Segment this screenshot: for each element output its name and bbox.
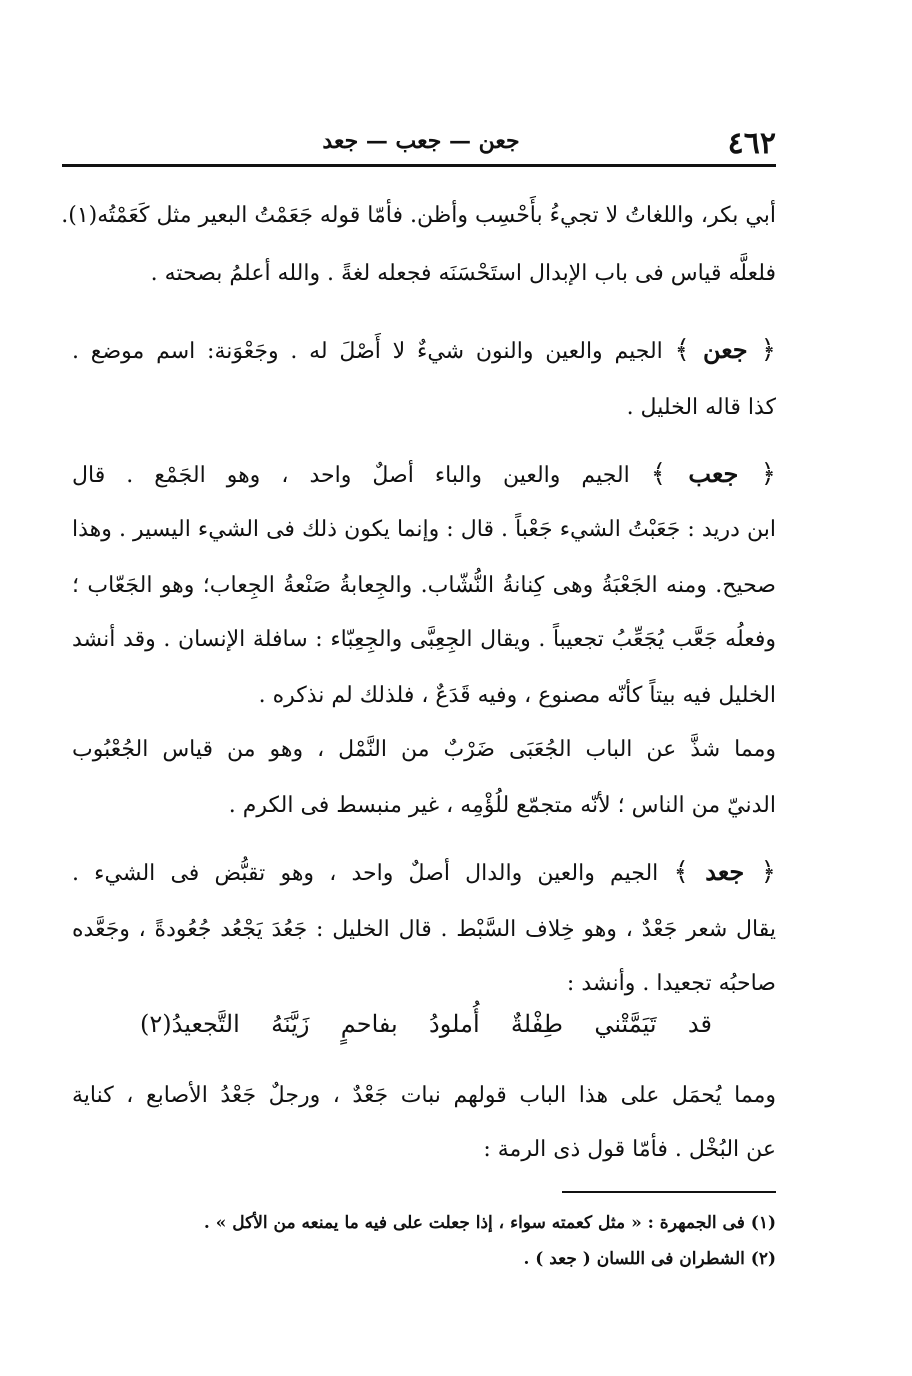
- text-line: عن البُخْل . فأمّا قول ذى الرمة :: [483, 1137, 776, 1162]
- text-line: الخليل فيه بيتاً كأنّه مصنوع ، وفيه قَدَعٌ ، فلذلك لم نذكره .: [258, 683, 776, 708]
- headword: ﴿ جعد ﴾: [673, 857, 777, 887]
- text-line: فلعلَّه قياس فى باب الإبدال استَحْسَنَه فجعله لغةً . والله أعلمُ بصحته .: [150, 261, 776, 286]
- running-title: جعن — جعب — جعد: [322, 128, 520, 154]
- footnote: (١) فى الجمهرة : « مثل كعمته سواء ، إذا جعلت على فيه ما يمنعه من الأكل » .: [203, 1213, 776, 1233]
- entry-jaab-line: ﴿ جعب ﴾ الجيم والعين والباء أصلٌ واحد ، وهو الجَمْع . قال: [72, 459, 776, 489]
- text-line: كذا قاله الخليل .: [626, 395, 776, 420]
- text-line: ومما يُحمَل على هذا الباب قولهم نبات جَعْدٌ ، ورجلٌ جَعْدُ الأصابع ، كناية: [72, 1083, 776, 1108]
- running-header: [66, 126, 776, 166]
- page-number: ٤٦٢: [727, 126, 776, 161]
- text-line: أبي بكر، واللغاتُ لا تجيءُ بأَحْسِب وأظن. فأمّا قوله جَعَمْتُ البعير مثل كَعَمْتُه(١).: [61, 203, 776, 228]
- text-line: ابن دريد : جَعَبْتُ الشيء جَعْباً . قال : وإنما يكون ذلك فى الشيء اليسير . وهذا: [72, 517, 776, 542]
- header-rule: [62, 164, 776, 167]
- text-line: الدنيّ من الناس ؛ لأنّه متجمّع للُؤْمِه ، غير منبسط فى الكرم .: [228, 793, 776, 818]
- headword: ﴿ جعب ﴾: [650, 459, 776, 489]
- text-line: ومما شذَّ عن الباب الجُعَبَى ضَرْبٌ من النَّمْل ، وهو من قياس الجُعْبُوب: [72, 737, 776, 762]
- headword: ﴿ جعن ﴾: [674, 335, 777, 365]
- poetry-verse: قد تَيَمَّتْني طِفْلةٌ أُملودُ بفاحمٍ زَيَّنَهُ التَّجعيدُ(٢): [140, 1010, 712, 1038]
- text-line: يقال شعر جَعْدٌ ، وهو خِلاف السَّبْط . قال الخليل : جَعُدَ يَجْعُد جُعُودةً ، وجَعَّده: [72, 917, 776, 942]
- text-line: وفعلُه جَعَّب يُجَعِّبُ تجعيباً . ويقال الجِعِبَّى والجِعِبّاء : سافلة الإنسان . وقد أنشد: [72, 627, 776, 652]
- footnote-rule: [562, 1191, 776, 1193]
- entry-jaan-line: ﴿ جعن ﴾ الجيم والعين والنون شيءٌ لا أَصْلَ له . وجَعْوَنة: اسم موضع .: [72, 335, 777, 365]
- text-line: صاحبُه تجعيدا . وأنشد :: [566, 971, 776, 996]
- text-line: صحيح. ومنه الجَعْبَةُ وهى كِنانةُ النُّشّاب. والجِعابةُ صَنْعةُ الجِعاب؛ وهو الجَعّاب ؛: [72, 573, 776, 598]
- footnote: (٢) الشطران فى اللسان ( جعد ) .: [523, 1249, 776, 1269]
- entry-jaad-line: ﴿ جعد ﴾ الجيم والعين والدال أصلٌ واحد ، وهو تقبُّض فى الشيء .: [72, 857, 777, 887]
